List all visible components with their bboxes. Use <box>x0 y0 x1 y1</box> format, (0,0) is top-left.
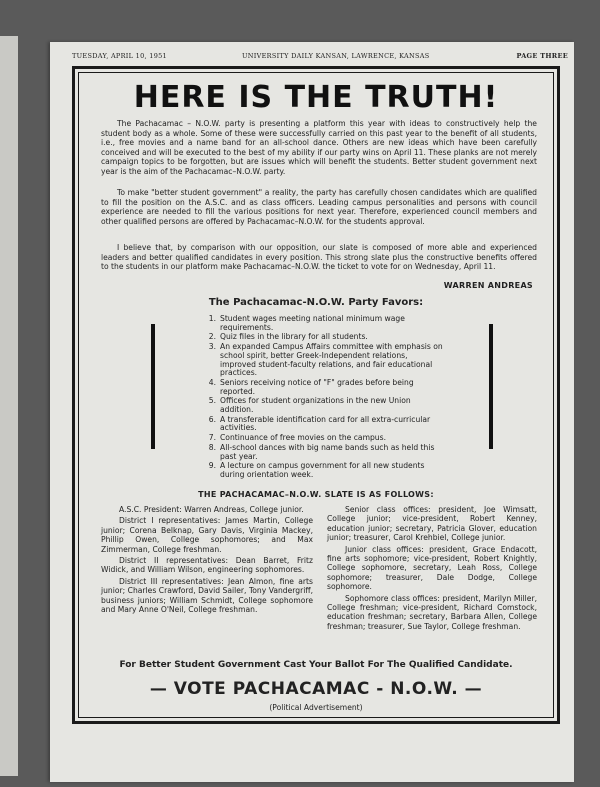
header-paper-name: UNIVERSITY DAILY KANSAN, LAWRENCE, KANSAS <box>242 52 430 60</box>
list-item: 3. An expanded Campus Affairs committee with emphasis on school spirit, better Greek-Independent relations, improved student-faculty relations, and fair educational practices. <box>208 342 443 378</box>
list-item: 1. Student wages meeting national minimum wage requirements. <box>208 314 405 332</box>
slate-left-column <box>101 505 313 616</box>
header-date: TUESDAY, APRIL 10, 1951 <box>72 52 167 60</box>
list-item: 7. Continuance of free movies on the campus. <box>208 433 386 443</box>
signature: WARREN ANDREAS <box>443 281 533 290</box>
list-item: 4. Seniors receiving notice of "F" grades before being reported. <box>208 377 414 396</box>
vote-slogan: — VOTE PACHACAMAC - N.O.W. — <box>149 679 483 699</box>
list-item: 9. A lecture on campus government for all new students during orientation week. <box>208 461 425 479</box>
slate-entry: Senior class offices: president, Joe Wimsatt, College junior; vice-president, Robert Kenney, education junior; secretary, Patricia Glover, education junior; treasurer, Carol Krehbiel, College junior. <box>327 505 537 543</box>
list-item: 8. All-school dances with big name bands such as held this past year. <box>208 442 435 461</box>
slate-right-column <box>327 505 537 633</box>
political-advertisement <box>72 66 560 724</box>
slate-entry: District I representatives: James Martin, College junior; Corena Belknap, Gary Davis, Virginia Mackey, Phillip Owen, College sophomores; and Max Zimmerman, College freshman. <box>101 516 313 554</box>
intro-paragraph-1: The Pachacamac – N.O.W. party is presenting a platform this year with ideas to constructively help the student body as a whole. Some of these were successfully carried on this past year to the benefit of all students, i.e., free movies and a name band for an all-school dance. Others are new ideas which have been carefully conceived and will be executed to the best of my ability if our party wins on April 11. These planks are not merely campaign topics to be forgotten, but are issues which will benefit the students. Better student government next year is the aim of the Pachacamac–N.O.W. party. <box>101 119 537 176</box>
slate-entry: District III representatives: Jean Almon, fine arts junior; Charles Crawford, David Sailer, Tony Vandergriff, business juniors; William Schmidt, College sophomore and Mary Anne O'Neil, College freshman. <box>101 576 313 615</box>
list-item: 6. A transferable identification card for all extra-curricular activities. <box>208 414 431 433</box>
list-item: 2. Quiz files in the library for all students. <box>208 332 368 342</box>
favors-list <box>203 315 443 481</box>
slate-heading: THE PACHACAMAC–N.O.W. SLATE IS AS FOLLOWS: <box>198 490 434 499</box>
intro-paragraph-3: I believe that, by comparison with our opposition, our slate is composed of more able and experienced leaders and better qualified candidates in every position. This strong slate plus the constructive benefits offered to the students in our platform make Pachacamac–N.O.W. the ticket to vote for on Wednesday, April 11. <box>101 243 537 271</box>
favors-heading: The Pachacamac-N.O.W. Party Favors: <box>208 297 424 308</box>
political-ad-notice: (Political Advertisement) <box>269 703 363 712</box>
header-page-number: PAGE THREE <box>516 52 568 60</box>
slate-entry: District II representatives: Dean Barret, Fritz Widick, and William Wilson, engineering sophomores. <box>101 556 313 575</box>
page-header <box>72 52 568 64</box>
right-decorative-bar <box>489 324 493 449</box>
slate-entry: A.S.C. President: Warren Andreas, College junior. <box>119 505 304 514</box>
slate-entry: Junior class offices: president, Grace Endacott, fine arts sophomore; vice-president, Robert Knightly, College sophomore, secretary, Leah Ross, College sophomore; treasurer, Dale Dodge, College sophomore. <box>327 544 537 592</box>
left-decorative-bar <box>151 324 155 449</box>
intro-paragraph-2: To make "better student government" a reality, the party has carefully chosen candidates which are qualified to fill the position on the A.S.C. and as class officers. Leading campus personalities and persons with council experience are needed to fill the various positions for next year. Therefore, experienced council members and other qualified persons are offered by Pachacamac–N.O.W. for the students approval. <box>101 188 537 226</box>
ad-title: HERE IS THE TRUTH! <box>133 80 499 115</box>
adjacent-page-edge <box>0 36 18 776</box>
call-to-action: For Better Student Government Cast Your Ballot For The Qualified Candidate. <box>119 660 513 670</box>
slate-entry: Sophomore class offices: president, Marilyn Miller, College freshman; vice-president, Richard Comstock, education freshman; secretary, Barbara Allen, College freshman; treasurer, Sue Taylor, College freshman. <box>327 593 537 631</box>
list-item: 5. Offices for student organizations in the new Union addition. <box>208 396 411 415</box>
